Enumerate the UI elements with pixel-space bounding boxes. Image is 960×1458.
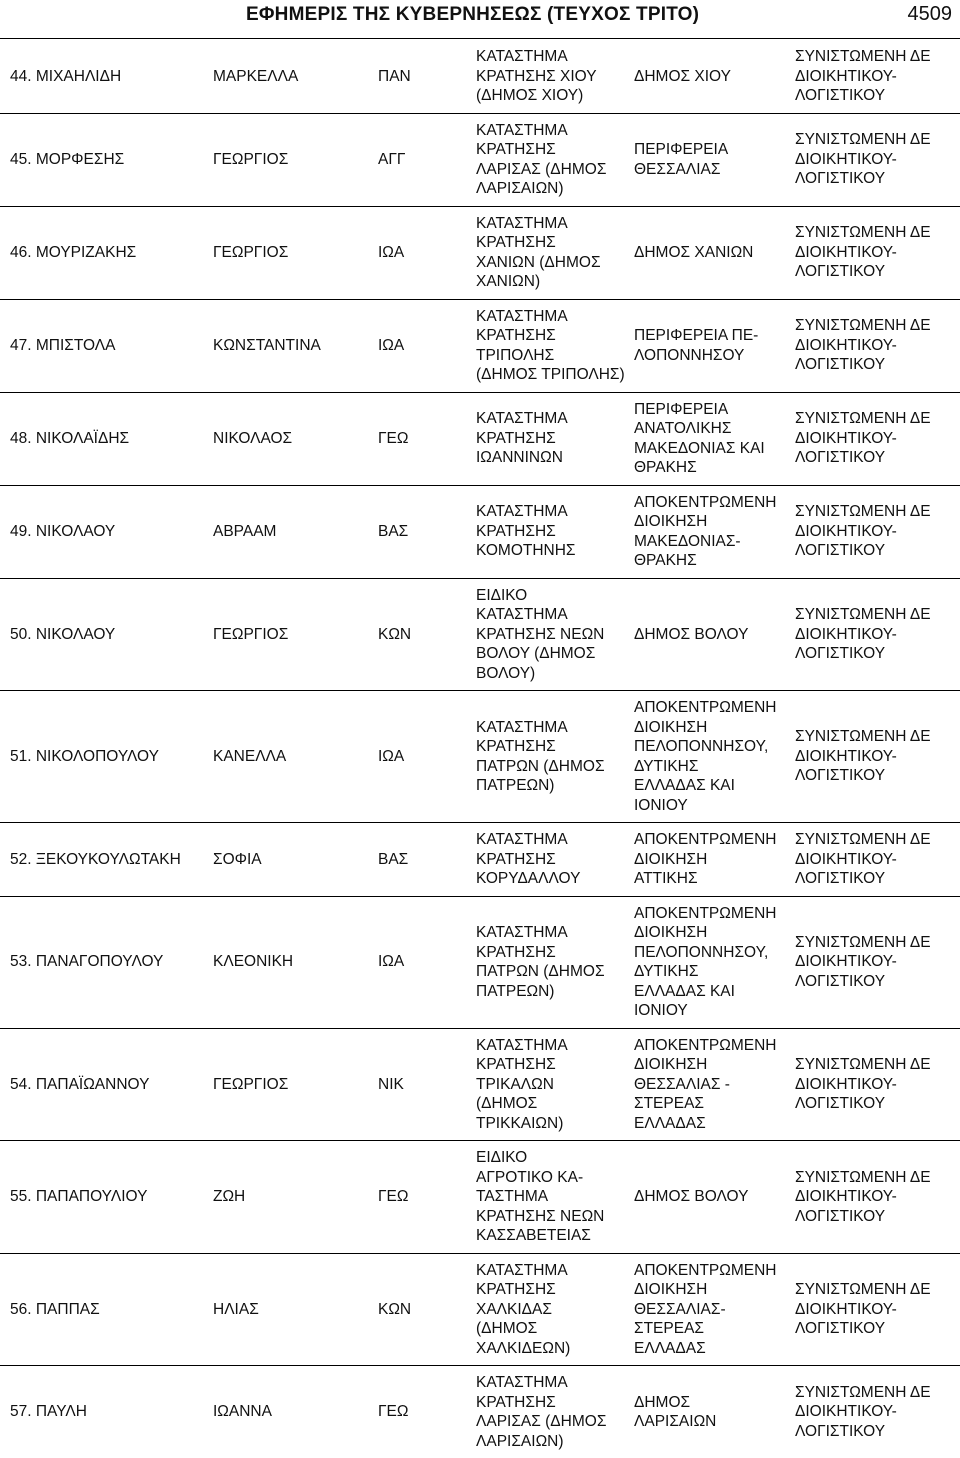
first-name-cell: ΣΟΦΙΑ <box>213 823 378 897</box>
surname-cell: 55. ΠΑΠΑΠΟΥΛΙΟΥ <box>0 1141 213 1254</box>
position-cell: ΣΥΝΙΣΤΩΜΕΝΗ ΔΕ ΔΙΟΙΚΗΤΙΚΟΥ- ΛΟΓΙΣΤΙΚΟΥ <box>795 823 960 897</box>
father-name-cell: ΓΕΩ <box>378 392 476 485</box>
prison-store-cell: ΚΑΤΑΣΤΗΜΑ ΚΡΑΤΗΣΗΣ ΛΑΡΙΣΑΣ (ΔΗΜΟΣ ΛΑΡΙΣΑΙΩΝ) <box>476 113 634 206</box>
first-name-cell: ΖΩΗ <box>213 1141 378 1254</box>
prison-store-cell: ΚΑΤΑΣΤΗΜΑ ΚΡΑΤΗΣΗΣ ΧΑΝΙΩΝ (ΔΗΜΟΣ ΧΑΝΙΩΝ) <box>476 206 634 299</box>
father-name-cell: ΒΑΣ <box>378 485 476 578</box>
first-name-cell: ΗΛΙΑΣ <box>213 1253 378 1366</box>
table-row <box>0 1253 960 1366</box>
father-name-cell: ΙΩΑ <box>378 206 476 299</box>
father-name-cell: ΠΑΝ <box>378 40 476 113</box>
father-name-cell: ΑΓΓ <box>378 113 476 206</box>
table-row <box>0 485 960 578</box>
authority-cell: ΠΕΡΙΦΕΡΕΙΑ ΘΕΣΣΑΛΙΑΣ <box>634 113 795 206</box>
table-row <box>0 113 960 206</box>
table-row <box>0 1141 960 1254</box>
table-row <box>0 691 960 823</box>
first-name-cell: ΓΕΩΡΓΙΟΣ <box>213 578 378 691</box>
authority-cell: ΑΠΟΚΕΝΤΡΩΜΕΝΗ ΔΙΟΙΚΗΣΗ ΘΕΣΣΑΛΙΑΣ- ΣΤΕΡΕΑΣ ΕΛΛΑΔΑΣ <box>634 1253 795 1366</box>
position-cell: ΣΥΝΙΣΤΩΜΕΝΗ ΔΕ ΔΙΟΙΚΗΤΙΚΟΥ- ΛΟΓΙΣΤΙΚΟΥ <box>795 578 960 691</box>
prison-store-cell: ΚΑΤΑΣΤΗΜΑ ΚΡΑΤΗΣΗΣ ΧΑΛΚΙΔΑΣ (ΔΗΜΟΣ ΧΑΛΚΙΔΕΩΝ) <box>476 1253 634 1366</box>
authority-cell: ΠΕΡΙΦΕΡΕΙΑ ΑΝΑΤΟΛΙΚΗΣ ΜΑΚΕΔΟΝΙΑΣ ΚΑΙ ΘΡΑΚΗΣ <box>634 392 795 485</box>
table-row <box>0 392 960 485</box>
position-cell: ΣΥΝΙΣΤΩΜΕΝΗ ΔΕ ΔΙΟΙΚΗΤΙΚΟΥ- ΛΟΓΙΣΤΙΚΟΥ <box>795 299 960 392</box>
prison-store-cell: ΚΑΤΑΣΤΗΜΑ ΚΡΑΤΗΣΗΣ ΠΑΤΡΩΝ (ΔΗΜΟΣ ΠΑΤΡΕΩΝ) <box>476 896 634 1028</box>
first-name-cell: ΑΒΡΑΑΜ <box>213 485 378 578</box>
prison-store-cell: ΚΑΤΑΣΤΗΜΑ ΚΡΑΤΗΣΗΣ ΧΙΟΥ (ΔΗΜΟΣ ΧΙΟΥ) <box>476 40 634 113</box>
surname-cell: 48. ΝΙΚΟΛΑΪΔΗΣ <box>0 392 213 485</box>
position-cell: ΣΥΝΙΣΤΩΜΕΝΗ ΔΕ ΔΙΟΙΚΗΤΙΚΟΥ- ΛΟΓΙΣΤΙΚΟΥ <box>795 1366 960 1458</box>
position-cell: ΣΥΝΙΣΤΩΜΕΝΗ ΔΕ ΔΙΟΙΚΗΤΙΚΟΥ- ΛΟΓΙΣΤΙΚΟΥ <box>795 896 960 1028</box>
position-cell: ΣΥΝΙΣΤΩΜΕΝΗ ΔΕ ΔΙΟΙΚΗΤΙΚΟΥ- ΛΟΓΙΣΤΙΚΟΥ <box>795 206 960 299</box>
position-cell: ΣΥΝΙΣΤΩΜΕΝΗ ΔΕ ΔΙΟΙΚΗΤΙΚΟΥ- ΛΟΓΙΣΤΙΚΟΥ <box>795 113 960 206</box>
surname-cell: 57. ΠΑΥΛΗ <box>0 1366 213 1458</box>
first-name-cell: ΓΕΩΡΓΙΟΣ <box>213 206 378 299</box>
father-name-cell: ΓΕΩ <box>378 1141 476 1254</box>
table-body <box>0 40 960 1458</box>
authority-cell: ΑΠΟΚΕΝΤΡΩΜΕΝΗ ΔΙΟΙΚΗΣΗ ΜΑΚΕΔΟΝΙΑΣ- ΘΡΑΚΗΣ <box>634 485 795 578</box>
prison-store-cell: ΚΑΤΑΣΤΗΜΑ ΚΡΑΤΗΣΗΣ ΚΟΡΥΔΑΛΛΟΥ <box>476 823 634 897</box>
authority-cell: ΔΗΜΟΣ ΛΑΡΙΣΑΙΩΝ <box>634 1366 795 1458</box>
first-name-cell: ΙΩΑΝΝΑ <box>213 1366 378 1458</box>
table-row <box>0 40 960 113</box>
father-name-cell: ΚΩΝ <box>378 578 476 691</box>
prison-store-cell: ΚΑΤΑΣΤΗΜΑ ΚΡΑΤΗΣΗΣ ΤΡΙΠΟΛΗΣ (ΔΗΜΟΣ ΤΡΙΠΟΛΗΣ) <box>476 299 634 392</box>
page-header <box>0 0 960 39</box>
first-name-cell: ΚΑΝΕΛΛΑ <box>213 691 378 823</box>
surname-cell: 53. ΠΑΝΑΓΟΠΟΥΛΟΥ <box>0 896 213 1028</box>
gazette-title: ΕΦΗΜΕΡΙΣ ΤΗΣ ΚΥΒΕΡΝΗΣΕΩΣ (ΤΕΥΧΟΣ ΤΡΙΤΟ) <box>246 4 699 26</box>
position-cell: ΣΥΝΙΣΤΩΜΕΝΗ ΔΕ ΔΙΟΙΚΗΤΙΚΟΥ- ΛΟΓΙΣΤΙΚΟΥ <box>795 485 960 578</box>
surname-cell: 56. ΠΑΠΠΑΣ <box>0 1253 213 1366</box>
position-cell: ΣΥΝΙΣΤΩΜΕΝΗ ΔΕ ΔΙΟΙΚΗΤΙΚΟΥ- ΛΟΓΙΣΤΙΚΟΥ <box>795 1253 960 1366</box>
first-name-cell: ΚΛΕΟΝΙΚΗ <box>213 896 378 1028</box>
authority-cell: ΑΠΟΚΕΝΤΡΩΜΕΝΗ ΔΙΟΙΚΗΣΗ ΠΕΛΟΠΟΝΝΗΣΟΥ, ΔΥΤΙΚΗΣ ΕΛΛΑΔΑΣ ΚΑΙ ΙΟΝΙΟΥ <box>634 896 795 1028</box>
first-name-cell: ΓΕΩΡΓΙΟΣ <box>213 113 378 206</box>
authority-cell: ΔΗΜΟΣ ΧΙΟΥ <box>634 40 795 113</box>
prison-store-cell: ΚΑΤΑΣΤΗΜΑ ΚΡΑΤΗΣΗΣ ΛΑΡΙΣΑΣ (ΔΗΜΟΣ ΛΑΡΙΣΑΙΩΝ) <box>476 1366 634 1458</box>
position-cell: ΣΥΝΙΣΤΩΜΕΝΗ ΔΕ ΔΙΟΙΚΗΤΙΚΟΥ- ΛΟΓΙΣΤΙΚΟΥ <box>795 392 960 485</box>
position-cell: ΣΥΝΙΣΤΩΜΕΝΗ ΔΕ ΔΙΟΙΚΗΤΙΚΟΥ- ΛΟΓΙΣΤΙΚΟΥ <box>795 1141 960 1254</box>
surname-cell: 44. ΜΙΧΑΗΛΙΔΗ <box>0 40 213 113</box>
first-name-cell: ΜΑΡΚΕΛΛΑ <box>213 40 378 113</box>
position-cell: ΣΥΝΙΣΤΩΜΕΝΗ ΔΕ ΔΙΟΙΚΗΤΙΚΟΥ- ΛΟΓΙΣΤΙΚΟΥ <box>795 1028 960 1141</box>
prison-store-cell: ΚΑΤΑΣΤΗΜΑ ΚΡΑΤΗΣΗΣ ΠΑΤΡΩΝ (ΔΗΜΟΣ ΠΑΤΡΕΩΝ) <box>476 691 634 823</box>
surname-cell: 49. ΝΙΚΟΛΑΟΥ <box>0 485 213 578</box>
surname-cell: 52. ΞΕΚΟΥΚΟΥΛΩΤΑΚΗ <box>0 823 213 897</box>
authority-cell: ΔΗΜΟΣ ΧΑΝΙΩΝ <box>634 206 795 299</box>
table-row <box>0 1028 960 1141</box>
table-row <box>0 299 960 392</box>
authority-cell: ΑΠΟΚΕΝΤΡΩΜΕΝΗ ΔΙΟΙΚΗΣΗ ΘΕΣΣΑΛΙΑΣ - ΣΤΕΡΕΑΣ ΕΛΛΑΔΑΣ <box>634 1028 795 1141</box>
prison-store-cell: ΕΙΔΙΚΟ ΚΑΤΑΣΤΗΜΑ ΚΡΑΤΗΣΗΣ ΝΕΩΝ ΒΟΛΟΥ (ΔΗΜΟΣ ΒΟΛΟΥ) <box>476 578 634 691</box>
first-name-cell: ΝΙΚΟΛΑΟΣ <box>213 392 378 485</box>
prison-store-cell: ΚΑΤΑΣΤΗΜΑ ΚΡΑΤΗΣΗΣ ΤΡΙΚΑΛΩΝ (ΔΗΜΟΣ ΤΡΙΚΚΑΙΩΝ) <box>476 1028 634 1141</box>
father-name-cell: ΒΑΣ <box>378 823 476 897</box>
father-name-cell: ΓΕΩ <box>378 1366 476 1458</box>
father-name-cell: ΙΩΑ <box>378 691 476 823</box>
authority-cell: ΔΗΜΟΣ ΒΟΛΟΥ <box>634 1141 795 1254</box>
surname-cell: 51. ΝΙΚΟΛΟΠΟΥΛΟΥ <box>0 691 213 823</box>
prison-store-cell: ΚΑΤΑΣΤΗΜΑ ΚΡΑΤΗΣΗΣ ΙΩΑΝΝΙΝΩΝ <box>476 392 634 485</box>
authority-cell: ΑΠΟΚΕΝΤΡΩΜΕΝΗ ΔΙΟΙΚΗΣΗ ΠΕΛΟΠΟΝΝΗΣΟΥ, ΔΥΤΙΚΗΣ ΕΛΛΑΔΑΣ ΚΑΙ ΙΟΝΙΟΥ <box>634 691 795 823</box>
authority-cell: ΠΕΡΙΦΕΡΕΙΑ ΠΕ- ΛΟΠΟΝΝΗΣΟΥ <box>634 299 795 392</box>
table-row <box>0 1366 960 1458</box>
surname-cell: 45. ΜΟΡΦΕΣΗΣ <box>0 113 213 206</box>
first-name-cell: ΚΩΝΣΤΑΝΤΙΝΑ <box>213 299 378 392</box>
table-row <box>0 206 960 299</box>
prison-store-cell: ΚΑΤΑΣΤΗΜΑ ΚΡΑΤΗΣΗΣ ΚΟΜΟΤΗΝΗΣ <box>476 485 634 578</box>
first-name-cell: ΓΕΩΡΓΙΟΣ <box>213 1028 378 1141</box>
position-cell: ΣΥΝΙΣΤΩΜΕΝΗ ΔΕ ΔΙΟΙΚΗΤΙΚΟΥ- ΛΟΓΙΣΤΙΚΟΥ <box>795 40 960 113</box>
father-name-cell: ΝΙΚ <box>378 1028 476 1141</box>
table-row <box>0 823 960 897</box>
position-cell: ΣΥΝΙΣΤΩΜΕΝΗ ΔΕ ΔΙΟΙΚΗΤΙΚΟΥ- ΛΟΓΙΣΤΙΚΟΥ <box>795 691 960 823</box>
page-number: 4509 <box>908 3 953 26</box>
father-name-cell: ΙΩΑ <box>378 896 476 1028</box>
table-row <box>0 578 960 691</box>
surname-cell: 50. ΝΙΚΟΛΑΟΥ <box>0 578 213 691</box>
father-name-cell: ΚΩΝ <box>378 1253 476 1366</box>
surname-cell: 46. ΜΟΥΡΙΖΑΚΗΣ <box>0 206 213 299</box>
authority-cell: ΔΗΜΟΣ ΒΟΛΟΥ <box>634 578 795 691</box>
authority-cell: ΑΠΟΚΕΝΤΡΩΜΕΝΗ ΔΙΟΙΚΗΣΗ ΑΤΤΙΚΗΣ <box>634 823 795 897</box>
surname-cell: 54. ΠΑΠΑΪΩΑΝΝΟΥ <box>0 1028 213 1141</box>
father-name-cell: ΙΩΑ <box>378 299 476 392</box>
prison-store-cell: ΕΙΔΙΚΟ ΑΓΡΟΤΙΚΟ ΚΑ- ΤΑΣΤΗΜΑ ΚΡΑΤΗΣΗΣ ΝΕΩΝ ΚΑΣΣΑΒΕΤΕΙΑΣ <box>476 1141 634 1254</box>
appointments-table <box>0 40 960 1458</box>
surname-cell: 47. ΜΠΙΣΤΟΛΑ <box>0 299 213 392</box>
table-row <box>0 896 960 1028</box>
